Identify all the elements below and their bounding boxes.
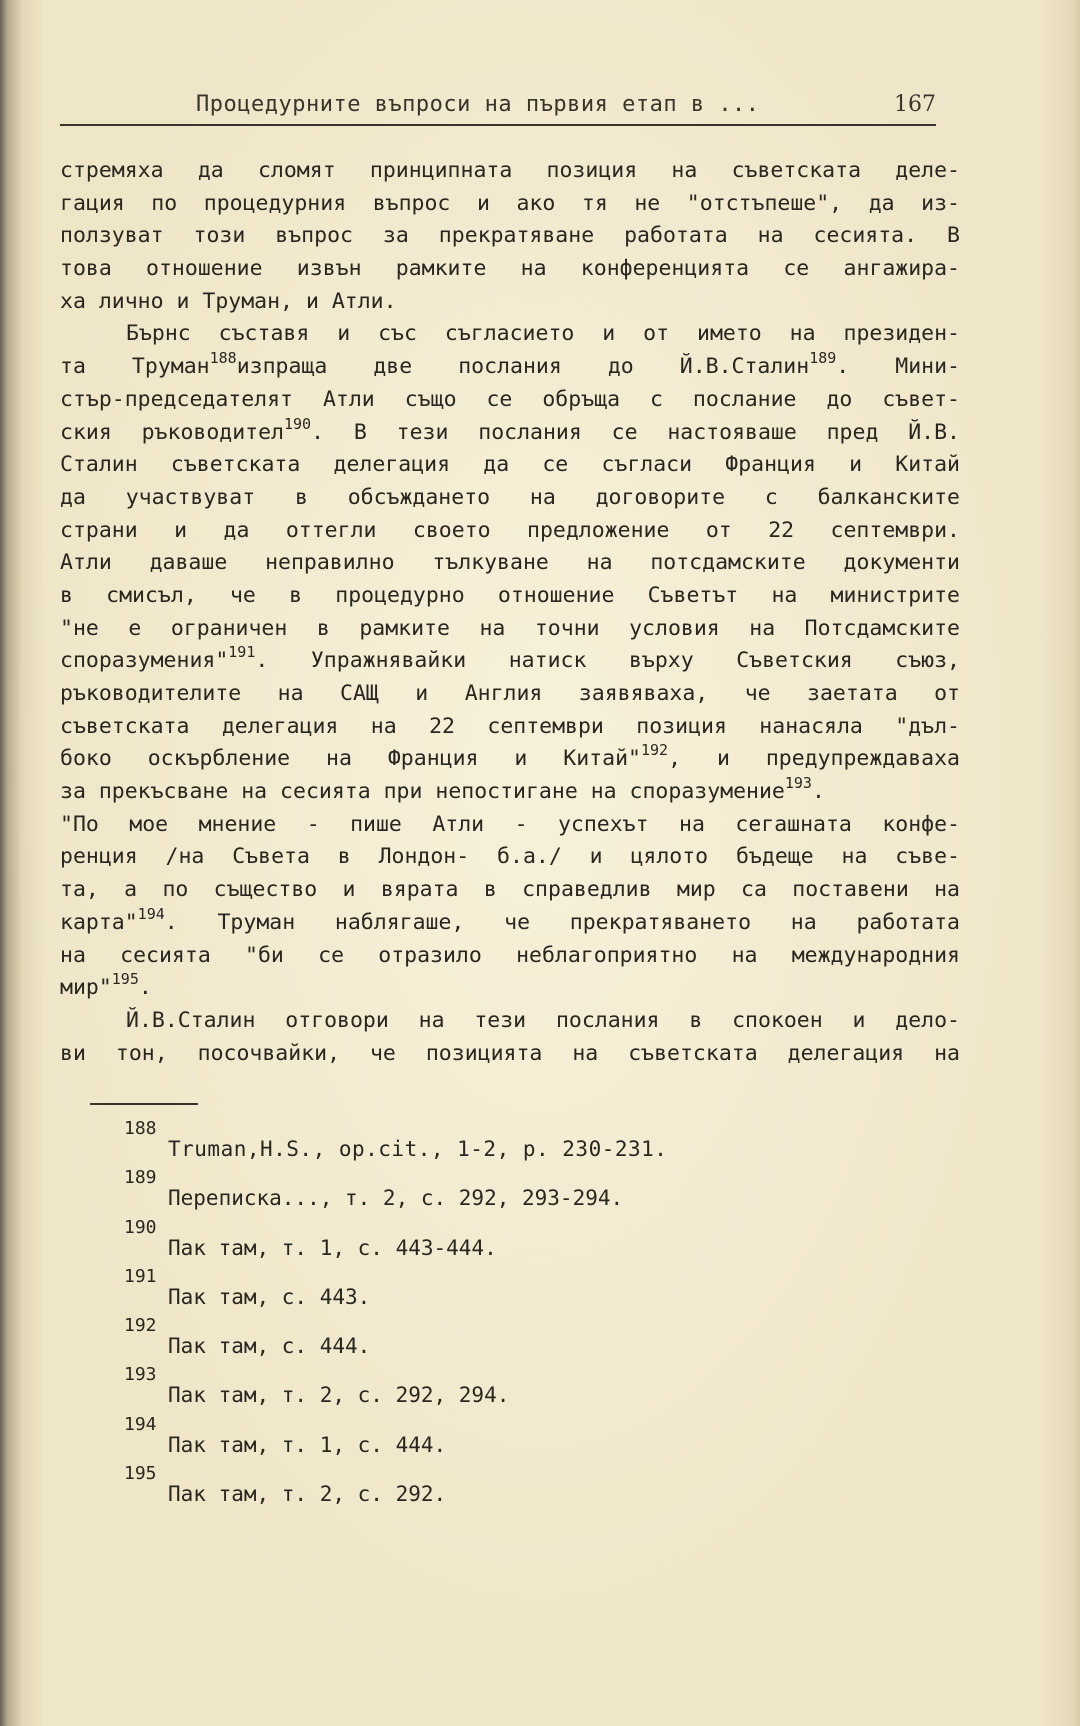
footnote-ref[interactable]: 192 — [640, 741, 669, 760]
footnote-number: 188 — [124, 1118, 157, 1139]
footnote-number: 192 — [124, 1315, 157, 1337]
footnote-number: 189 — [124, 1167, 157, 1189]
footnote — [120, 1463, 880, 1512]
footnote-number: 191 — [124, 1265, 157, 1287]
footnote-text: Пак там, с. 444. — [168, 1334, 371, 1359]
text-line: гация по процедурния въпрос и ако тя не "отстъпеше", да из- — [60, 190, 960, 216]
footnote — [120, 1266, 880, 1315]
text-line: страни и да оттегли своето предложение от 22 септември. — [60, 517, 960, 543]
footnote-text: Переписка..., т. 2, с. 292, 293-294. — [168, 1186, 624, 1211]
footnote-text: Пак там, т. 2, с. 292, 294. — [168, 1383, 510, 1408]
text-line: та, а по същество и вярата в справедлив мир са поставени на — [60, 877, 960, 903]
footnote-text: Truman,H.S., op.cit., 1-2, p. 230-231. — [168, 1137, 668, 1161]
footnote-ref[interactable]: 191 — [228, 643, 256, 662]
text-line: Й.В.Сталин отговори на тези послания в спокоен и дело- — [126, 1007, 960, 1033]
footnote-text: Пак там, т. 2, с. 292. — [168, 1482, 447, 1507]
footnote-text: Пак там, с. 443. — [168, 1284, 371, 1309]
footnote-ref[interactable]: 188 — [209, 349, 237, 368]
footnote-ref[interactable]: 190 — [284, 414, 312, 433]
footnote-number: 194 — [124, 1413, 157, 1435]
text-line: за прекъсване на сесията при непостигане на споразумение$^{193}$. — [60, 774, 825, 805]
footnote-ref[interactable]: 194 — [137, 904, 165, 923]
text-line: ха лично и Труман, и Атли. — [60, 288, 397, 314]
text-line: та Труман$^{188}$изпраща две послания до Й.В.Сталин$^{189}$. Мини- — [60, 349, 961, 380]
footnote-ref[interactable]: 193 — [784, 774, 812, 793]
text-line: да участвуват в обсъждането на договорите с балканските — [60, 484, 960, 510]
footnote-number: 190 — [124, 1216, 157, 1238]
body-text — [60, 155, 960, 1070]
footnotes — [120, 1118, 880, 1512]
text-line: стремяха да сломят принципната позиция на съветската деле- — [60, 158, 960, 183]
running-title: Процедурните въпроси на първия етап в ... — [196, 92, 760, 117]
footnote-number: 193 — [124, 1364, 157, 1386]
page-number: 167 — [894, 92, 936, 117]
text-line: Сталин съветската делегация да се съгласи Франция и Китай — [60, 452, 960, 478]
text-line: на сесията "би се отразило неблагоприятно на международния — [60, 942, 960, 968]
text-line: боко оскърбление на Франция и Китай"$^{192}$, и предупреждаваха — [60, 741, 960, 772]
text-line: Бърнс съставя и със съгласието и от името на президен- — [126, 321, 960, 347]
text-line: карта"$^{194}$. Труман наблягаше, че прекратяването на работата — [60, 904, 960, 935]
footnote-ref[interactable]: 189 — [809, 349, 837, 368]
text-line: споразумения"$^{191}$. Упражнявайки натиск върху Съветския съюз, — [60, 643, 960, 674]
text-line: стър-председателят Атли също се обръща с послание до съвет- — [60, 386, 960, 412]
footnote — [120, 1118, 880, 1167]
footnote — [120, 1167, 880, 1216]
text-line: мир"$^{195}$. — [60, 970, 152, 1001]
text-line: ръководителите на САЩ и Англия заявяваха, че заетата от — [60, 681, 960, 706]
page-header — [60, 90, 936, 126]
text-line: това отношение извън рамките на конференцията се ангажира- — [60, 256, 960, 282]
footnote-number: 195 — [124, 1463, 157, 1485]
footnote-ref[interactable]: 195 — [111, 970, 139, 989]
text-line: ви тон, посочвайки, че позицията на съветската делегация на — [60, 1040, 960, 1066]
footnote-text: Пак там, т. 1, с. 444. — [168, 1432, 447, 1457]
text-line: съветската делегация на 22 септември позиция нанасяла "дъл- — [60, 713, 960, 739]
text-line: "По мое мнение - пише Атли - успехът на сегашната конфе- — [60, 811, 960, 837]
text-line: ренция /на Съвета в Лондон- б.а./ и цялото бъдеще на съве- — [60, 844, 960, 870]
text-line: ползуват този въпрос за прекратяване работата на сесията. В — [60, 223, 960, 249]
footnote — [120, 1414, 880, 1463]
footnote — [120, 1364, 880, 1413]
text-line: Атли даваше неправилно тълкуване на потсдамските документи — [60, 550, 960, 576]
text-line: ския ръководител$^{190}$. В тези послания се настояваше пред Й.В. — [60, 414, 960, 445]
footnote-text: Пак там, т. 1, с. 443-444. — [168, 1235, 497, 1260]
footnote — [120, 1315, 880, 1364]
footnote-divider — [90, 1103, 198, 1105]
text-line: в смисъл, че в процедурно отношение Съветът на министрите — [60, 582, 960, 608]
text-line: "не е ограничен в рамките на точни условия на Потсдамските — [60, 615, 960, 641]
footnote — [120, 1217, 880, 1266]
